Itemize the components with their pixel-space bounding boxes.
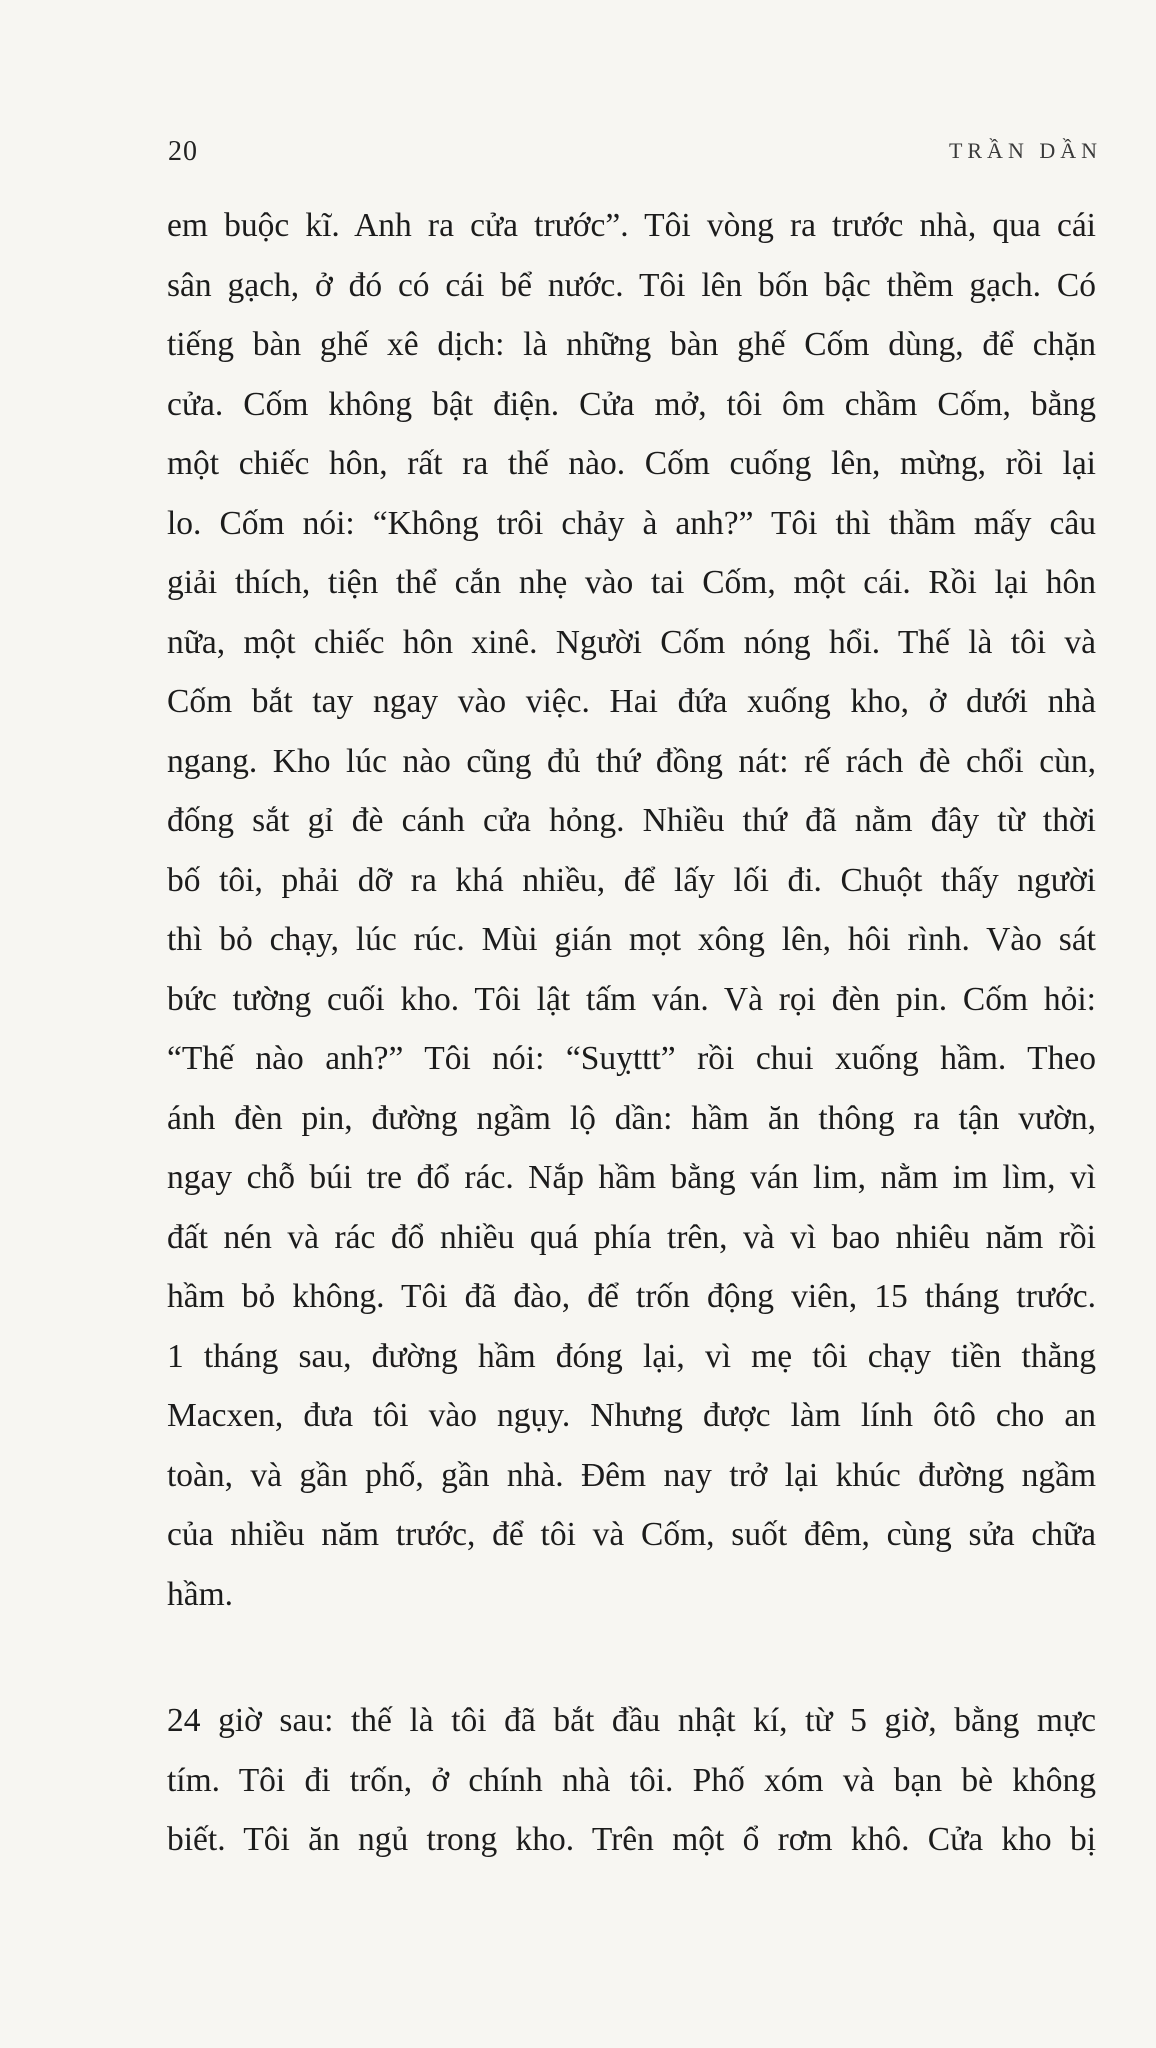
text-line: sân gạch, ở đó có cái bể nước. Tôi lên bốn bậc thềm gạch. Có <box>167 266 1096 304</box>
paragraph <box>167 196 1096 1624</box>
paragraph <box>167 1691 1096 1870</box>
text-line: 24 giờ sau: thế là tôi đã bắt đầu nhật kí, từ 5 giờ, bằng mực <box>167 1702 1096 1739</box>
text-line: của nhiều năm trước, để tôi và Cốm, suốt đêm, cùng sửa chữa <box>167 1516 1096 1553</box>
text-line: bố tôi, phải dỡ ra khá nhiều, để lấy lối đi. Chuột thấy người <box>167 861 1096 899</box>
text-line: đống sắt gỉ đè cánh cửa hỏng. Nhiều thứ đã nằm đây từ thời <box>167 802 1096 839</box>
text-line: ngang. Kho lúc nào cũng đủ thứ đồng nát: rế rách đè chổi cùn, <box>167 742 1096 780</box>
text-line: ánh đèn pin, đường ngầm lộ dần: hầm ăn thông ra tận vườn, <box>167 1099 1096 1137</box>
text-line: hầm bỏ không. Tôi đã đào, để trốn động viên, 15 tháng trước. <box>167 1278 1096 1315</box>
text-line: hầm. <box>167 1575 234 1613</box>
text-line: em buộc kĩ. Anh ra cửa trước”. Tôi vòng ra trước nhà, qua cái <box>167 207 1096 244</box>
text-line: nữa, một chiếc hôn xinê. Người Cốm nóng hổi. Thế là tôi và <box>167 623 1096 661</box>
text-line: 1 tháng sau, đường hầm đóng lại, vì mẹ tôi chạy tiền thằng <box>167 1337 1096 1375</box>
text-line: giải thích, tiện thể cắn nhẹ vào tai Cốm, một cái. Rồi lại hôn <box>167 564 1096 601</box>
text-line: tím. Tôi đi trốn, ở chính nhà tôi. Phố xóm và bạn bè không <box>167 1761 1096 1799</box>
paragraph-gap <box>167 1624 1096 1691</box>
page-number: 20 <box>168 136 198 167</box>
text-line: bức tường cuối kho. Tôi lật tấm ván. Và rọi đèn pin. Cốm hỏi: <box>167 980 1096 1018</box>
text-line: thì bỏ chạy, lúc rúc. Mùi gián mọt xông lên, hôi rình. Vào sát <box>167 921 1096 958</box>
text-line: biết. Tôi ăn ngủ trong kho. Trên một ổ rơm khô. Cửa kho bị <box>167 1821 1096 1858</box>
text-line: lo. Cốm nói: “Không trôi chảy à anh?” Tôi thì thầm mấy câu <box>167 504 1096 542</box>
text-line: ngay chỗ búi tre đổ rác. Nắp hầm bằng ván lim, nằm im lìm, vì <box>167 1159 1096 1196</box>
text-line: cửa. Cốm không bật điện. Cửa mở, tôi ôm chầm Cốm, bằng <box>167 385 1096 423</box>
text-line: toàn, và gần phố, gần nhà. Đêm nay trở lại khúc đường ngầm <box>167 1456 1096 1494</box>
text-line: tiếng bàn ghế xê dịch: là những bàn ghế Cốm dùng, để chặn <box>167 326 1096 363</box>
text-line: “Thế nào anh?” Tôi nói: “Suỵttt” rồi chui xuống hầm. Theo <box>167 1040 1096 1077</box>
text-line: Macxen, đưa tôi vào ngụy. Nhưng được làm lính ôtô cho an <box>167 1397 1096 1434</box>
running-head-author: TRẦN DẦN <box>948 138 1102 163</box>
text-line: đất nén và rác đổ nhiều quá phía trên, và vì bao nhiêu năm rồi <box>167 1218 1096 1256</box>
body-text <box>167 196 1096 1870</box>
text-line: Cốm bắt tay ngay vào việc. Hai đứa xuống kho, ở dưới nhà <box>167 683 1096 720</box>
text-line: một chiếc hôn, rất ra thế nào. Cốm cuống lên, mừng, rồi lại <box>167 445 1096 482</box>
